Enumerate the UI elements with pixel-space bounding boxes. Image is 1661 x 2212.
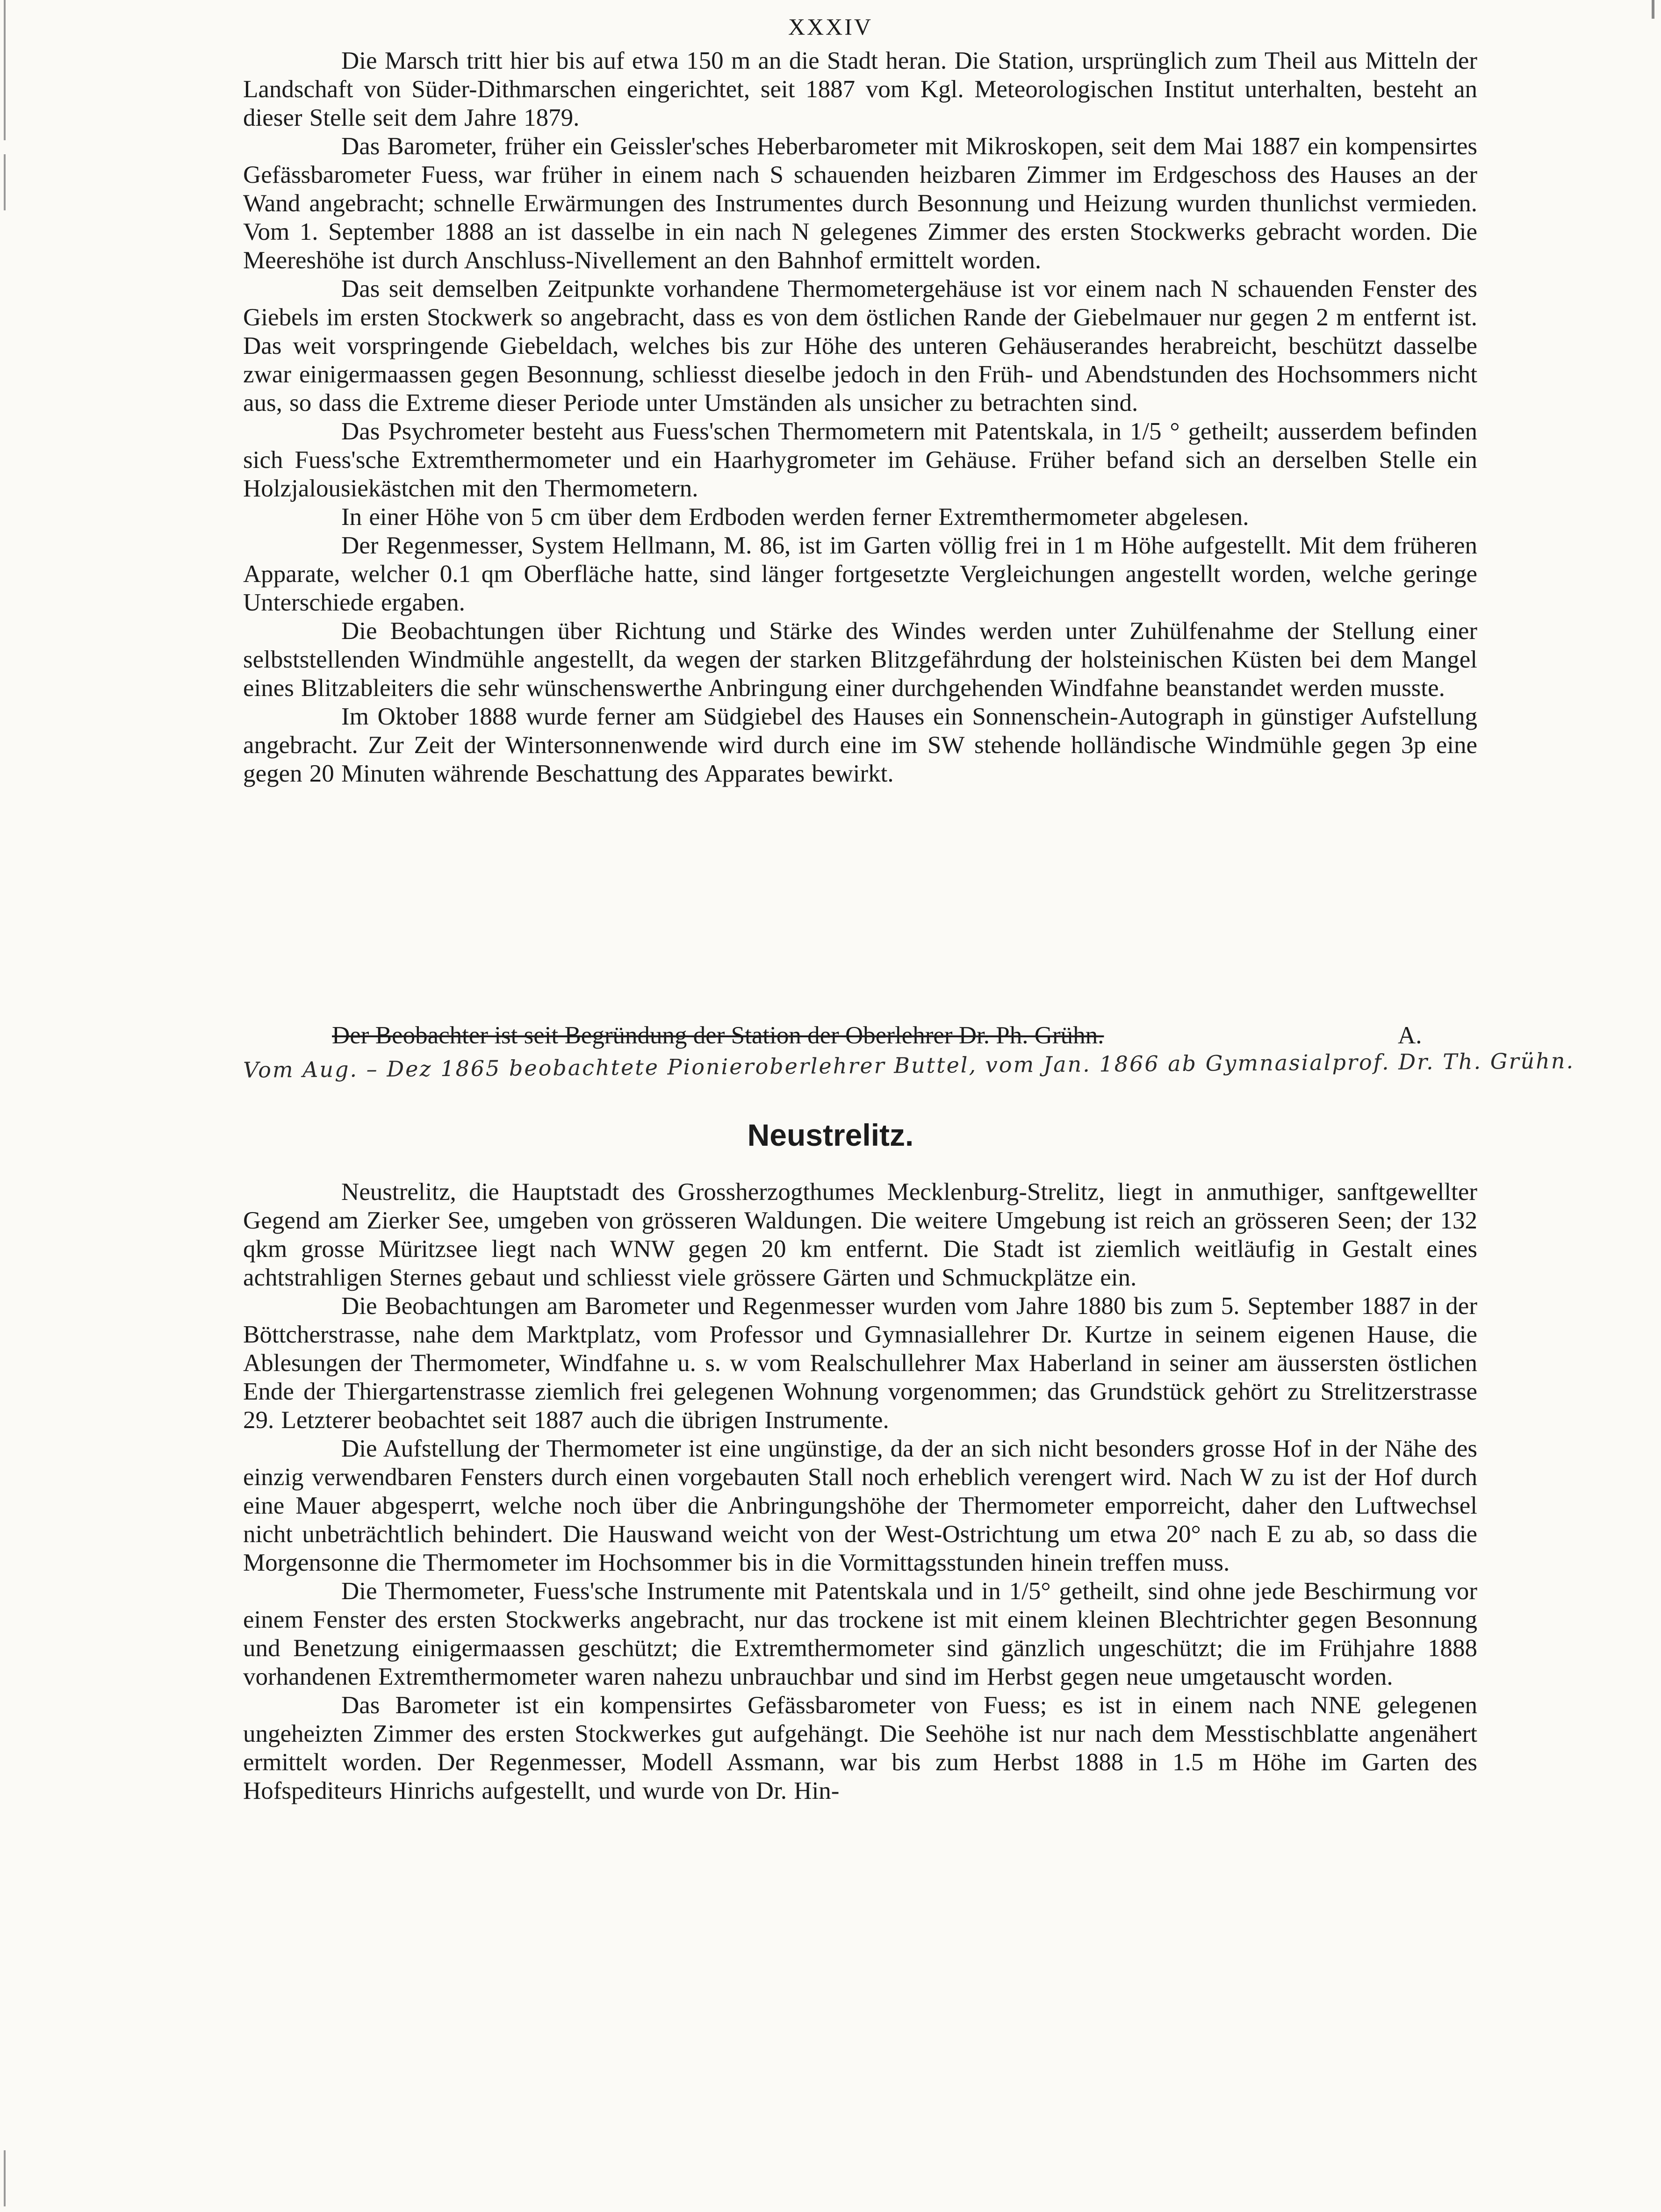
handwritten-note: Vom Aug. – Dez 1865 beobachtete Pionieroberlehrer Buttel, vom Jan. 1866 ab Gymnasialprof. Dr. Th. Grühn. <box>243 1048 1575 1083</box>
page-number: XXXIV <box>788 14 873 40</box>
paragraph: Das Barometer, früher ein Geissler'sches Heberbarometer mit Mikroskopen, seit dem Mai 1887 ein kompensirtes Gefässbarometer Fuess, war früher in einem nach S schauenden heizbaren Zimmer im Erdgeschoss des Hauses an der Wand angebracht; schnelle Erwärmungen des Instrumentes durch Besonnung und Heizung wurden thunlichst vermieden. Vom 1. September 1888 an ist dasselbe in ein nach N gelegenes Zimmer des ersten Stockwerks gebracht worden. Die Meereshöhe ist durch Anschluss-Nivellement an den Bahnhof ermittelt worden. <box>243 133 1477 274</box>
paragraph: Die Marsch tritt hier bis auf etwa 150 m an die Stadt heran. Die Station, ursprünglich zum Theil aus Mitteln der Landschaft von Süder-Dithmarschen eingerichtet, seit 1887 vom Kgl. Meteorologischen Institut unterhalten, besteht an dieser Stelle seit dem Jahre 1879. <box>243 47 1477 131</box>
scan-edge-mark <box>4 154 6 210</box>
struck-observer-line <box>332 1021 1477 1050</box>
paragraph: Das seit demselben Zeitpunkte vorhandene Thermometergehäuse ist vor einem nach N schauenden Fenster des Giebels im ersten Stockwerk so angebracht, dass es von dem östlichen Rande der Giebelmauer nur gegen 2 m entfernt ist. Das weit vorspringende Giebeldach, welches bis zur Höhe des unteren Gehäuserandes herabreicht, beschützt dasselbe zwar einigermaassen gegen Besonnung, schliesst dieselbe jedoch in den Früh- und Abendstunden des Hochsommers nicht aus, so dass die Extreme dieser Periode unter Umständen als unsicher zu betrachten sind. <box>243 275 1477 417</box>
author-signature: A. <box>1398 1022 1422 1049</box>
section-heading: Neustrelitz. <box>747 1118 914 1152</box>
paragraph: Die Thermometer, Fuess'sche Instrumente mit Patentskala und in 1/5° getheilt, sind ohne jede Beschirmung vor einem Fenster des ersten Stockwerks angebracht, nur das trockene ist mit einem kleinen Blechtrichter gegen Besonnung und Benetzung einigermaassen geschützt; die Extremthermometer sind gänzlich ungeschützt; die im Frühjahre 1888 vorhandenen Extremthermometer waren nahezu unbrauchbar und sind im Herbst gegen neue umgetauscht worden. <box>243 1578 1477 1690</box>
section-dithmarschen-text <box>243 47 1477 788</box>
scan-edge-mark <box>4 2150 6 2206</box>
paragraph: Die Aufstellung der Thermometer ist eine ungünstige, da der an sich nicht besonders grosse Hof in der Nähe des einzig verwendbaren Fensters durch einen vorgebauten Stall noch erheblich verengert wird. Nach W zu ist der Hof durch eine Mauer abgesperrt, welche noch über die Anbringungshöhe der Thermometer emporreicht, daher den Luftwechsel nicht unbeträchtlich behindert. Die Hauswand weicht von der West-Ostrichtung um etwa 20° nach E zu ab, so dass die Morgensonne die Thermometer im Hochsommer bis in die Vormittagsstunden hinein treffen muss. <box>243 1435 1477 1576</box>
paragraph: Im Oktober 1888 wurde ferner am Südgiebel des Hauses ein Sonnenschein-Autograph in günstiger Aufstellung angebracht. Zur Zeit der Wintersonnenwende wird durch eine im SW stehende holländische Windmühle gegen 3p eine gegen 20 Minuten währende Beschattung des Apparates bewirkt. <box>243 703 1477 787</box>
struck-text: Der Beobachter ist seit Begründung der Station der Oberlehrer Dr. Ph. Grühn. <box>332 1022 1104 1049</box>
paragraph: In einer Höhe von 5 cm über dem Erdboden werden ferner Extremthermometer abgelesen. <box>341 503 1249 531</box>
paragraph: Neustrelitz, die Hauptstadt des Grossherzogthumes Mecklenburg-Strelitz, liegt in anmuthiger, sanftgewellter Gegend am Zierker See, umgeben von grösseren Waldungen. Die weitere Umgebung ist reich an grösseren Seen; der 132 qkm grosse Müritzsee liegt nach WNW gegen 20 km entfernt. Die Stadt ist ziemlich weitläufig in Gestalt eines achtstrahligen Sternes gebaut und schliesst viele grössere Gärten und Schmuckplätze ein. <box>243 1178 1477 1291</box>
paragraph: Der Regenmesser, System Hellmann, M. 86, ist im Garten völlig frei in 1 m Höhe aufgestellt. Mit dem früheren Apparate, welcher 0.1 qm Oberfläche hatte, sind länger fortgesetzte Vergleichungen angestellt worden, welche geringe Unterschiede ergaben. <box>243 532 1477 616</box>
paragraph: Die Beobachtungen über Richtung und Stärke des Windes werden unter Zuhülfenahme der Stellung einer selbststellenden Windmühle angestellt, da wegen der starken Blitzgefährdung der holsteinischen Küsten bei dem Mangel eines Blitzableiters die sehr wünschenswerthe Anbringung einer durchgehenden Windfahne beanstandet werden musste. <box>243 618 1477 702</box>
paragraph: Das Barometer ist ein kompensirtes Gefässbarometer von Fuess; es ist in einem nach NNE gelegenen ungeheizten Zimmer des ersten Stockwerkes gut aufgehängt. Die Seehöhe ist nur nach dem Messtischblatte angenähert ermittelt worden. Der Regenmesser, Modell Assmann, war bis zum Herbst 1888 in 1.5 m Höhe im Garten des Hofspediteurs Hinrichs aufgestellt, und wurde von Dr. Hin- <box>243 1692 1477 1804</box>
paragraph: Das Psychrometer besteht aus Fuess'schen Thermometern mit Patentskala, in 1/5 ° getheilt; ausserdem befinden sich Fuess'sche Extremthermometer und ein Haarhygrometer im Gehäuse. Früher befand sich an derselben Stelle ein Holzjalousiekästchen mit den Thermometern. <box>243 418 1477 502</box>
paragraph: Die Beobachtungen am Barometer und Regenmesser wurden vom Jahre 1880 bis zum 5. September 1887 in der Böttcherstrasse, nahe dem Marktplatz, vom Professor und Gymnasiallehrer Dr. Kurtze in seinem eigenen Hause, die Ablesungen der Thermometer, Windfahne u. s. w vom Realschullehrer Max Haberland in seiner am äussersten östlichen Ende der Thiergartenstrasse ziemlich frei gelegenen Wohnung vorgenommen; das Grundstück gehört zu Strelitzerstrasse 29. Letzterer beobachtet seit 1887 auch die übrigen Instrumente. <box>243 1293 1477 1434</box>
section-neustrelitz-text <box>243 1178 1477 1805</box>
